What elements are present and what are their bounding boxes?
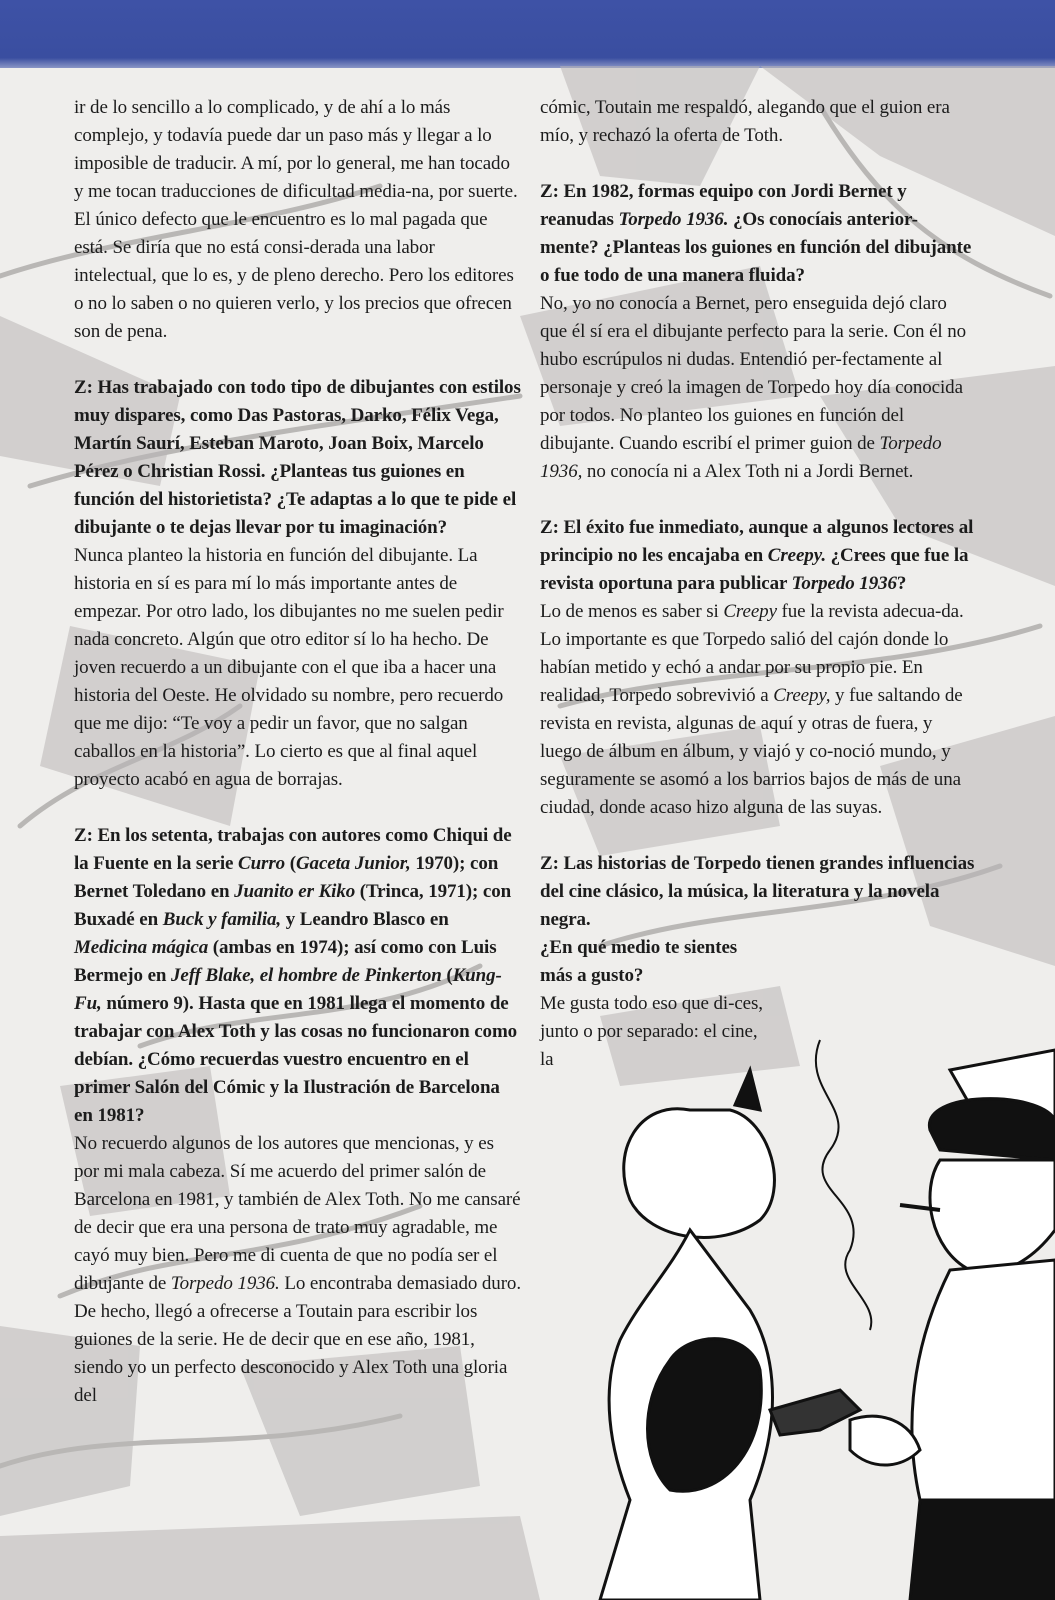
top-color-band <box>0 0 1055 68</box>
comic-illustration <box>520 1030 1055 1600</box>
answer-paragraph: No recuerdo algunos de los autores que mencionas, y es por mi mala cabeza. Sí me acuerdo del primer salón de Barcelona en 1981, y también de Alex Toth. No me cansaré de decir que era una persona de trato muy agradable, me cayó muy bien. Pero me di cuenta de que no podía ser el dibujante de Torpedo 1936. Lo encontraba demasiado duro. De hecho, llegó a ofrecerse a Toutain para escribir los guiones de la serie. He de decir que en ese año, 1981, siendo yo un perfecto desconocido y Alex Toth una gloria del <box>74 1133 521 1406</box>
left-text-column <box>74 94 522 1410</box>
question-paragraph: Z: El éxito fue inmediato, aunque a algunos lectores al principio no les encajaba en Creepy. ¿Crees que fue la revista oportuna para publicar Torpedo 1936? <box>540 517 974 594</box>
answer-paragraph: No, yo no conocía a Bernet, pero enseguida dejó claro que él sí era el dibujante perfecto para la serie. Con él no hubo escrúpulos ni dudas. Entendió per-fectamente al personaje y creó la imagen de Torpedo hoy día conocida por todos. No planteo los guiones en función del dibujante. Cuando escribí el primer guion de Torpedo 1936, no conocía ni a Alex Toth ni a Jordi Bernet. <box>540 293 967 482</box>
answer-paragraph: Lo de menos es saber si Creepy fue la revista adecua-da. Lo importante es que Torpedo salió del cajón donde lo habían metido y echó a andar por su propio pie. En realidad, Torpedo sobrevivió a Creepy, y fue saltando de revista en revista, algunas de aquí y otras de fuera, y luego de álbum en álbum, y viajó y co-noció mundo, y seguramente se asomó a los barrios bajos de más de una ciudad, donde acaso hizo alguna de las suyas. <box>540 601 964 818</box>
answer-paragraph: Nunca planteo la historia en función del dibujante. La historia en sí es para mí lo más importante antes de empezar. Por otro lado, los dibujantes no me suelen pedir nada concreto. Algún que otro editor sí lo ha hecho. De joven recuerdo a un dibujante con el que iba a hacer una historia del Oeste. He olvidado su nombre, pero recuerdo que me dijo: “Te voy a pedir un favor, que no salgan caballos en la historia”. Lo cierto es que al final aquel proyecto acabó en agua de borrajas. <box>74 545 504 790</box>
question-paragraph: Z: En 1982, formas equipo con Jordi Bernet y reanudas Torpedo 1936. ¿Os conocíais anterior-mente? ¿Planteas los guiones en función del dibujante o fue todo de una manera fluida? <box>540 181 972 286</box>
question-paragraph: Z: Has trabajado con todo tipo de dibujantes con estilos muy dispares, como Das Pastoras, Darko, Félix Vega, Martín Saurí, Esteban Maroto, Joan Boix, Marcelo Pérez o Christian Rossi. ¿Planteas tus guiones en función del historietista? ¿Te adaptas a lo que te pide el dibujante o te dejas llevar por tu imaginación? <box>74 377 521 538</box>
right-text-column <box>540 94 976 1074</box>
question-paragraph: ¿En qué medio te sientes más a gusto? <box>540 937 738 986</box>
answer-paragraph: cómic, Toutain me respaldó, alegando que el guion era mío, y rechazó la oferta de Toth. <box>540 97 950 146</box>
question-paragraph: Z: Las historias de Torpedo tienen grandes influencias del cine clásico, la música, la literatura y la novela negra. <box>540 853 975 930</box>
answer-paragraph: ir de lo sencillo a lo complicado, y de ahí a lo más complejo, y todavía puede dar un paso más y llegar a lo imposible de traducir. A mí, por lo general, me han tocado y me tocan traducciones de dificultad media-na, por suerte. El único defecto que le encuentro es lo mal pagada que está. Se diría que no está consi-derada una labor intelectual, que lo es, y de pleno derecho. Pero los editores o no lo saben o no quieren verlo, y los precios que ofrecen son de pena. <box>74 97 518 342</box>
answer-paragraph: Me gusta todo eso que di-ces, junto o por separado: el cine, la <box>540 993 763 1070</box>
question-paragraph: Z: En los setenta, trabajas con autores como Chiqui de la Fuente en la serie Curro (Gaceta Junior, 1970); con Bernet Toledano en Juanito er Kiko (Trinca, 1971); con Buxadé en Buck y familia, y Leandro Blasco en Medicina mágica (ambas en 1974); así como con Luis Bermejo en Jeff Blake, el hombre de Pinkerton (Kung-Fu, número 9). Hasta que en 1981 llega el momento de trabajar con Alex Toth y las cosas no funcionaron como debían. ¿Cómo recuerdas vuestro encuentro en el primer Salón del Cómic y la Ilustración de Barcelona en 1981? <box>74 825 518 1126</box>
